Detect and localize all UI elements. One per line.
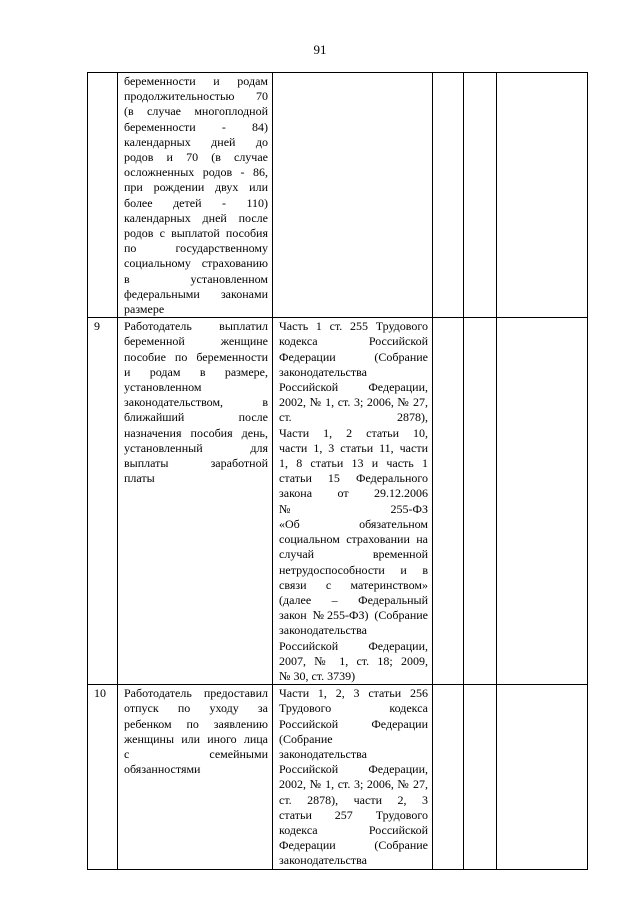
text-line: в установленном xyxy=(124,271,268,286)
text-line: Федерации (Собрание xyxy=(279,349,428,364)
empty-cell xyxy=(433,685,464,869)
text-line: календарных дней после xyxy=(124,210,268,225)
text-line: № 255-ФЗ xyxy=(279,501,428,516)
legal-basis-cell xyxy=(273,685,433,869)
text-line: платы xyxy=(124,471,155,486)
text-line: родов и 70 (в случае xyxy=(124,150,268,165)
text-line: более детей - 110) xyxy=(124,195,268,210)
text-line: нетрудоспособности и в xyxy=(279,562,428,577)
text-line: Части 1, 2 статьи 10, xyxy=(279,425,428,440)
empty-cell xyxy=(464,318,497,685)
empty-cell xyxy=(464,73,497,318)
page-number: 91 xyxy=(313,42,327,57)
text-line: продолжительностью 70 xyxy=(124,89,268,104)
requirement-cell xyxy=(118,73,273,318)
text-line: родов с выплатой пособия xyxy=(124,226,268,241)
text-line: федеральными законами xyxy=(124,286,268,301)
requirement-text xyxy=(124,74,268,317)
text-line: Российской Федерации, xyxy=(279,762,428,777)
text-line: ближайший после xyxy=(124,410,268,425)
empty-cell xyxy=(433,73,464,318)
text-line: при рождении двух или xyxy=(124,180,268,195)
legal-basis-cell xyxy=(273,318,433,685)
text-line: Российской Федерации, xyxy=(279,638,428,653)
text-line: Федерации (Собрание xyxy=(279,838,428,853)
requirement-cell xyxy=(118,685,273,869)
text-line: № 30, ст. 3739) xyxy=(279,668,356,683)
text-line: установленный для xyxy=(124,440,268,455)
text-line: установленном xyxy=(124,380,202,395)
text-line: закона от 29.12.2006 xyxy=(279,486,428,501)
text-line: Трудового кодекса xyxy=(279,701,428,716)
text-line: беременности и родам xyxy=(124,74,268,88)
text-line: Российской Федерации xyxy=(279,716,428,731)
text-line: законодательства xyxy=(279,364,367,379)
text-line: кодекса Российской xyxy=(279,334,428,349)
text-line: пособие по беременности xyxy=(124,349,268,364)
text-line: закон №255-ФЗ) (Собрание xyxy=(279,608,428,623)
text-line: (в случае многоплодной xyxy=(124,104,268,119)
text-line: размере xyxy=(124,302,165,317)
table-row xyxy=(88,73,588,318)
text-line: «Об обязательном xyxy=(279,516,428,531)
text-line: Работодатель предоставил xyxy=(124,686,268,701)
table-row xyxy=(88,318,588,685)
text-line: законодательства xyxy=(279,623,367,638)
text-line: социальном страховании на xyxy=(279,532,428,547)
text-line: (далее – Федеральный xyxy=(279,592,428,607)
requirements-table xyxy=(87,72,588,870)
text-line: Работодатель выплатил xyxy=(124,319,268,334)
text-line: законодательства xyxy=(279,746,367,761)
empty-cell xyxy=(464,685,497,869)
row-number xyxy=(88,73,118,318)
text-line: беременности - 84) xyxy=(124,119,268,134)
text-line: Части 1, 2, 3 статьи 256 xyxy=(279,686,428,701)
text-line: с семейными xyxy=(124,746,268,761)
text-line: социальному страхованию xyxy=(124,256,268,271)
text-line: осложненных родов - 86, xyxy=(124,165,268,180)
requirement-text xyxy=(124,319,268,486)
text-line: женщины или иного лица xyxy=(124,731,268,746)
row-number: 9 xyxy=(88,318,118,685)
text-line: связи с материнством» xyxy=(279,577,428,592)
text-line: ребенком по заявлению xyxy=(124,716,268,731)
text-line: 2002, № 1, ст. 3; 2006, № 27, xyxy=(279,395,428,410)
text-line: 1, 8 статьи 13 и часть 1 xyxy=(279,456,428,471)
empty-cell xyxy=(497,73,588,318)
legal-basis-text xyxy=(279,686,428,868)
empty-cell xyxy=(497,685,588,869)
text-line: и родам в размере, xyxy=(124,364,268,379)
text-line: Российской Федерации, xyxy=(279,380,428,395)
text-line: 2002, № 1, ст. 3; 2006, № 27, xyxy=(279,777,428,792)
text-line: календарных дней до xyxy=(124,134,268,149)
text-line: статьи 257 Трудового xyxy=(279,807,428,822)
text-line: ст. 2878), части 2, 3 xyxy=(279,792,428,807)
requirement-text xyxy=(124,686,268,777)
text-line: выплаты заработной xyxy=(124,456,268,471)
legal-basis-cell xyxy=(273,73,433,318)
text-line: обязанностями xyxy=(124,762,201,777)
empty-cell xyxy=(433,318,464,685)
requirement-cell xyxy=(118,318,273,685)
text-line: случай временной xyxy=(279,547,428,562)
text-line: части 1, 3 статьи 11, части xyxy=(279,440,428,455)
text-line: по государственному xyxy=(124,241,268,256)
row-number: 10 xyxy=(88,685,118,869)
text-line: ст. 2878), xyxy=(279,410,428,425)
text-line: 2007, № 1, ст. 18; 2009, xyxy=(279,653,428,668)
text-line: законодательством, в xyxy=(124,395,268,410)
text-line: кодекса Российской xyxy=(279,822,428,837)
text-line: (Собрание xyxy=(279,731,333,746)
text-line: законодательства xyxy=(279,853,367,868)
text-line: назначения пособия день, xyxy=(124,425,268,440)
legal-basis-text xyxy=(279,319,428,684)
text-line: Часть 1 ст. 255 Трудового xyxy=(279,319,428,334)
text-line: статьи 15 Федерального xyxy=(279,471,428,486)
empty-cell xyxy=(497,318,588,685)
text-line: беременной женщине xyxy=(124,334,268,349)
text-line: отпуск по уходу за xyxy=(124,701,268,716)
table-row xyxy=(88,685,588,869)
